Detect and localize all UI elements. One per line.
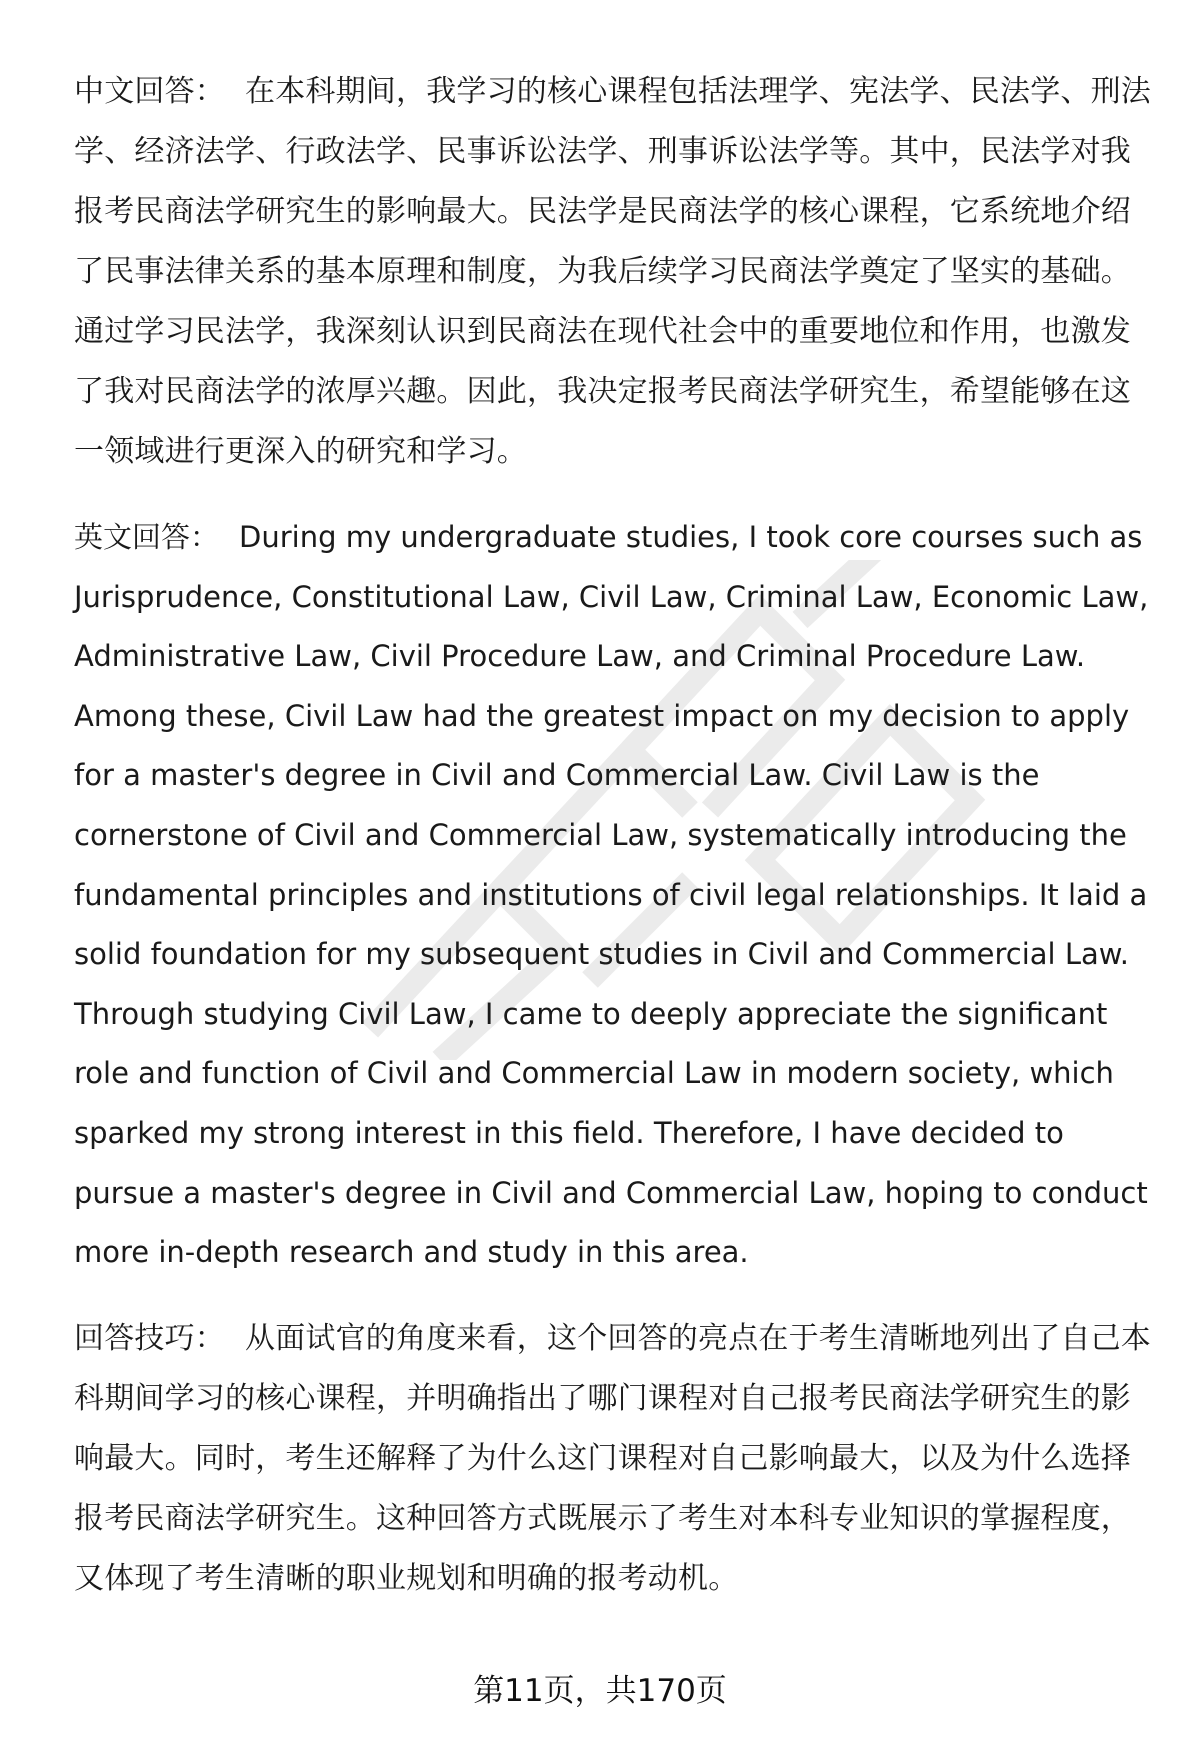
chinese-answer-text: 在本科期间，我学习的核心课程包括法理学、宪法学、民法学、刑法学、经济法学、行政法学、民事诉讼法学、刑事诉讼法学等。其中，民法学对我报考民商法学研究生的影响最大。民法学是民商法学的核心课程，它系统地介绍了民事法律关系的基本原理和制度，为我后续学习民商法学奠定了坚实的基础。通过学习民法学，我深刻认识到民商法在现代社会中的重要地位和作用，也激发了我对民商法学的浓厚兴趣。因此，我决定报考民商法学研究生，希望能够在这一领域进行更深入的研究和学习。 xyxy=(74,74,1151,469)
page-indicator: 第11页，共170页 xyxy=(473,1673,727,1709)
english-answer-section xyxy=(74,508,1154,1283)
english-answer-text: During my undergraduate studies, I took core courses such as Jurisprudence, Constitutional Law, Civil Law, Criminal Law, Economic Law, Administrative Law, Civil Procedure Law, and Criminal Procedure Law. Among these, Civil Law had the greatest impact on my decision to apply for a master's degree in Civil and Commercial Law. Civil Law is the cornerstone of Civil and Commercial Law, systematically introducing the fundamental principles and institutions of civil legal relationships. It laid a solid foundation for my subsequent studies in Civil and Commercial Law. Through studying Civil Law, I came to deeply appreciate the significant role and function of Civil and Commercial Law in modern society, which sparked my strong interest in this field. Therefore, I have decided to pursue a master's degree in Civil and Commercial Law, hoping to conduct more in-depth research and study in this area. xyxy=(74,520,1149,1270)
answer-tips-text: 从面试官的角度来看，这个回答的亮点在于考生清晰地列出了自己本科期间学习的核心课程，并明确指出了哪门课程对自己报考民商法学研究生的影响最大。同时，考生还解释了为什么这门课程对自己影响最大，以及为什么选择报考民商法学研究生。这种回答方式既展示了考生对本科专业知识的掌握程度，又体现了考生清晰的职业规划和明确的报考动机。 xyxy=(74,1320,1151,1596)
answer-tips-label: 回答技巧： xyxy=(74,1320,225,1356)
chinese-answer-label: 中文回答： xyxy=(74,74,225,109)
english-answer-label: 英文回答： xyxy=(74,520,220,554)
chinese-answer-section xyxy=(74,62,1154,482)
answer-tips-section xyxy=(74,1309,1154,1609)
document-content xyxy=(74,62,1154,1609)
